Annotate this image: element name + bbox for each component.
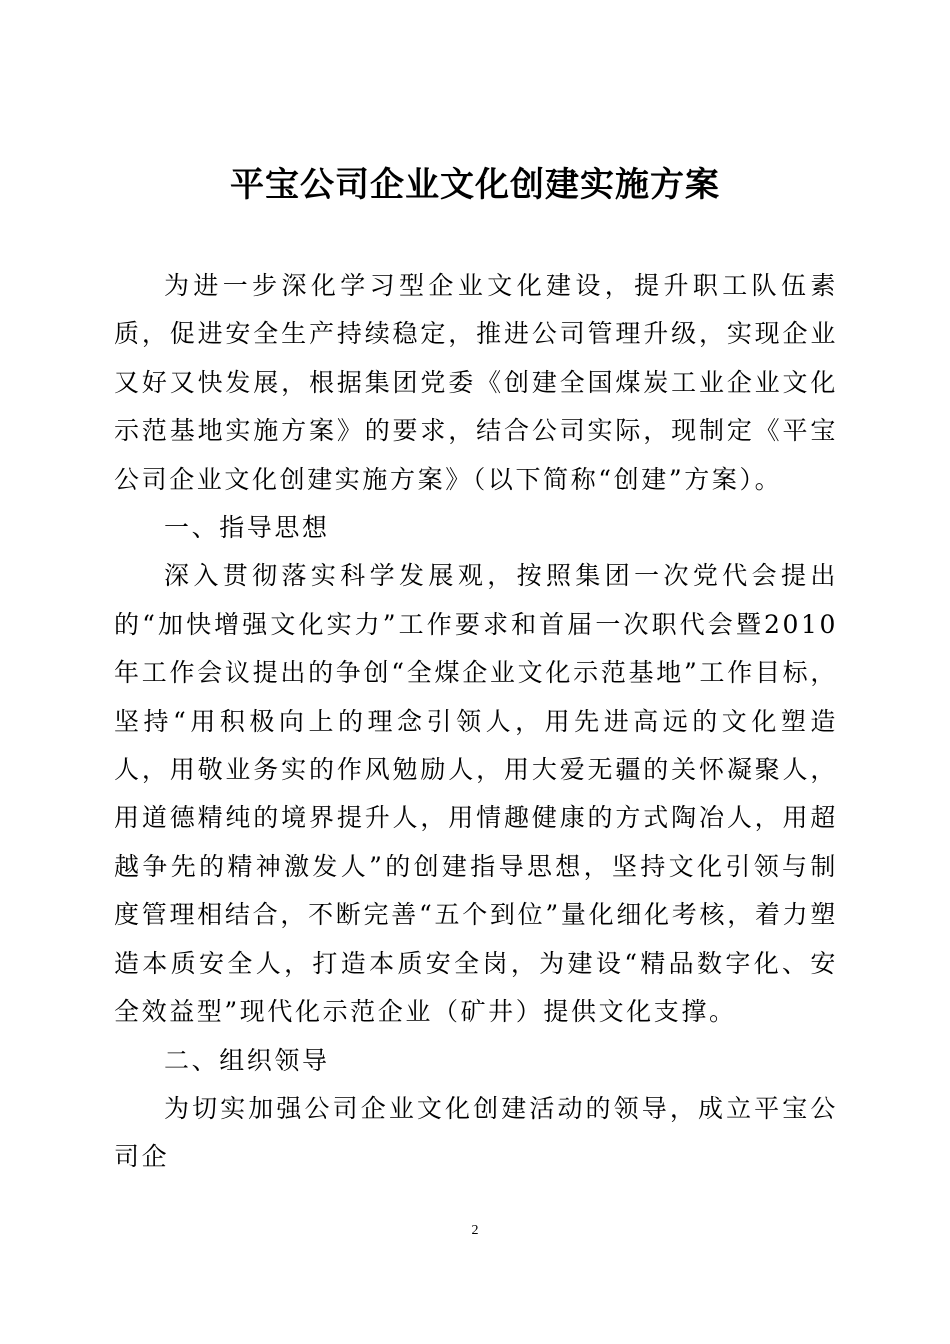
page-number: 2	[471, 1223, 479, 1238]
guiding-ideology-paragraph: 深入贯彻落实科学发展观，按照集团一次党代会提出的“加快增强文化实力”工作要求和首届一次职代会暨2010年工作会议提出的争创“全煤企业文化示范基地”工作目标，坚持“用积极向上的理念引领人，用先进高远的文化塑造人，用敬业务实的作风勉励人，用大爱无疆的关怀凝聚人，用道德精纯的境界提升人，用情趣健康的方式陶冶人，用超越争先的精神激发人”的创建指导思想，坚持文化引领与制度管理相结合，不断完善“五个到位”量化细化考核，着力塑造本质安全人，打造本质安全岗，为建设“精品数字化、安全效益型”现代化示范企业（矿井）提供文化支撑。	[114, 561, 838, 1027]
intro-paragraph: 为进一步深化学习型企业文化建设，提升职工队伍素质，促进安全生产持续稳定，推进公司管理升级，实现企业又好又快发展，根据集团党委《创建全国煤炭工业企业文化示范基地实施方案》的要求，结合公司实际，现制定《平宝公司企业文化创建实施方案》（以下简称“创建”方案）。	[114, 271, 838, 494]
document-body	[114, 262, 838, 1182]
section-heading-guiding-ideology: 一、指导思想	[164, 513, 330, 543]
section-heading-organization-leadership: 二、组织领导	[164, 1045, 330, 1075]
organization-leadership-paragraph: 为切实加强公司企业文化创建活动的领导，成立平宝公司企	[114, 1093, 838, 1172]
document-title: 平宝公司企业文化创建实施方案	[230, 165, 720, 205]
